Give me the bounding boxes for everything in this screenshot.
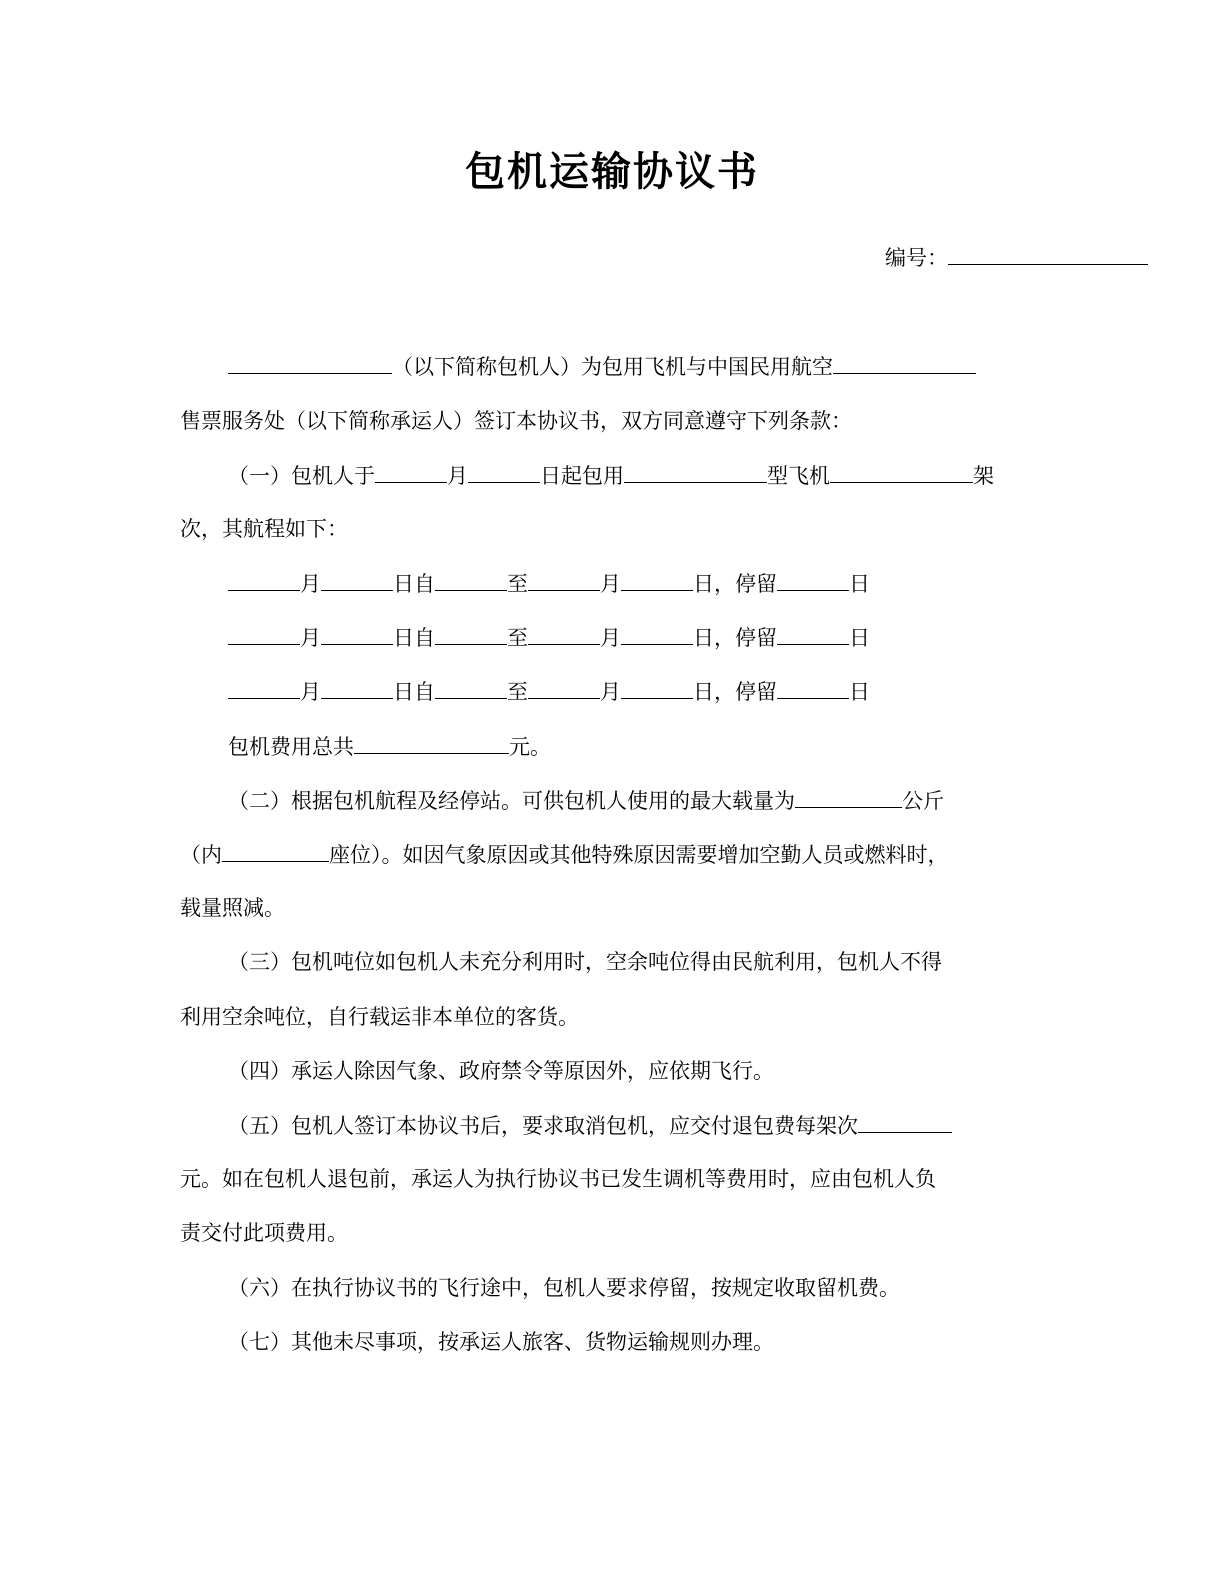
route-destination-blank[interactable] <box>528 622 600 645</box>
route-stop-day-blank[interactable] <box>621 622 693 645</box>
route-day-blank[interactable] <box>321 568 393 591</box>
clause-2-line-1: （二）根据包机航程及经停站。可供包机人使用的最大载量为 公斤 <box>228 785 944 815</box>
charter-fee-blank[interactable] <box>354 731 509 754</box>
serial-number-line <box>885 242 1148 272</box>
clause-5-line-3: 责交付此项费用。 <box>180 1221 348 1245</box>
route-origin-blank[interactable] <box>435 622 507 645</box>
route-row: 月 日自 至 月 日，停留 日 <box>228 568 870 598</box>
aircraft-count-blank[interactable] <box>830 460 973 483</box>
clause-4-line-1: （四）承运人除因气象、政府禁令等原因外，应依期飞行。 <box>228 1059 774 1083</box>
route-stay-days-blank[interactable] <box>777 676 849 699</box>
clause-2-line-2: （内 座位）。如因气象原因或其他特殊原因需要增加空勤人员或燃料时， <box>180 839 949 869</box>
route-destination-blank[interactable] <box>528 676 600 699</box>
route-day-blank[interactable] <box>321 676 393 699</box>
route-stop-day-blank[interactable] <box>621 568 693 591</box>
start-month-blank[interactable] <box>375 460 447 483</box>
route-destination-blank[interactable] <box>528 568 600 591</box>
cancellation-fee-blank[interactable] <box>858 1110 952 1133</box>
clause-1-line-2: 次，其航程如下： <box>180 517 348 541</box>
serial-number-blank[interactable] <box>948 242 1148 265</box>
intro-line-1: （以下简称包机人）为包用飞机与中国民用航空 <box>228 351 976 381</box>
document-title: 包机运输协议书 <box>465 149 759 195</box>
max-load-blank[interactable] <box>795 785 902 808</box>
route-month-blank[interactable] <box>228 568 300 591</box>
route-stay-days-blank[interactable] <box>777 568 849 591</box>
route-origin-blank[interactable] <box>435 676 507 699</box>
route-origin-blank[interactable] <box>435 568 507 591</box>
route-row: 月 日自 至 月 日，停留 日 <box>228 622 870 652</box>
route-day-blank[interactable] <box>321 622 393 645</box>
clause-1-line-1: （一）包机人于 月 日起包用 型飞机 架 <box>228 460 994 490</box>
aircraft-model-blank[interactable] <box>624 460 767 483</box>
route-row: 月 日自 至 月 日，停留 日 <box>228 676 870 706</box>
route-month-blank[interactable] <box>228 622 300 645</box>
route-stop-day-blank[interactable] <box>621 676 693 699</box>
clause-7-line-1: （七）其他未尽事项，按承运人旅客、货物运输规则办理。 <box>228 1330 774 1354</box>
carrier-name-blank[interactable] <box>833 351 976 374</box>
intro-line-2: 售票服务处（以下简称承运人）签订本协议书，双方同意遵守下列条款： <box>180 409 852 433</box>
clause-5-line-2: 元。如在包机人退包前，承运人为执行协议书已发生调机等费用时，应由包机人负 <box>180 1167 936 1191</box>
start-day-blank[interactable] <box>468 460 540 483</box>
serial-number-label: 编号： <box>885 246 948 270</box>
clause-2-line-3: 载量照减。 <box>180 896 285 920</box>
clause-3-line-1: （三）包机吨位如包机人未充分利用时，空余吨位得由民航利用，包机人不得 <box>228 950 942 974</box>
route-stay-days-blank[interactable] <box>777 622 849 645</box>
seat-count-blank[interactable] <box>222 839 329 862</box>
charterer-name-blank[interactable] <box>228 351 392 374</box>
charter-fee-line: 包机费用总共 元。 <box>228 731 551 761</box>
clause-3-line-2: 利用空余吨位，自行载运非本单位的客货。 <box>180 1005 579 1029</box>
clause-5-line-1: （五）包机人签订本协议书后，要求取消包机，应交付退包费每架次 <box>228 1110 952 1140</box>
route-month-blank[interactable] <box>228 676 300 699</box>
clause-6-line-1: （六）在执行协议书的飞行途中，包机人要求停留，按规定收取留机费。 <box>228 1276 900 1300</box>
